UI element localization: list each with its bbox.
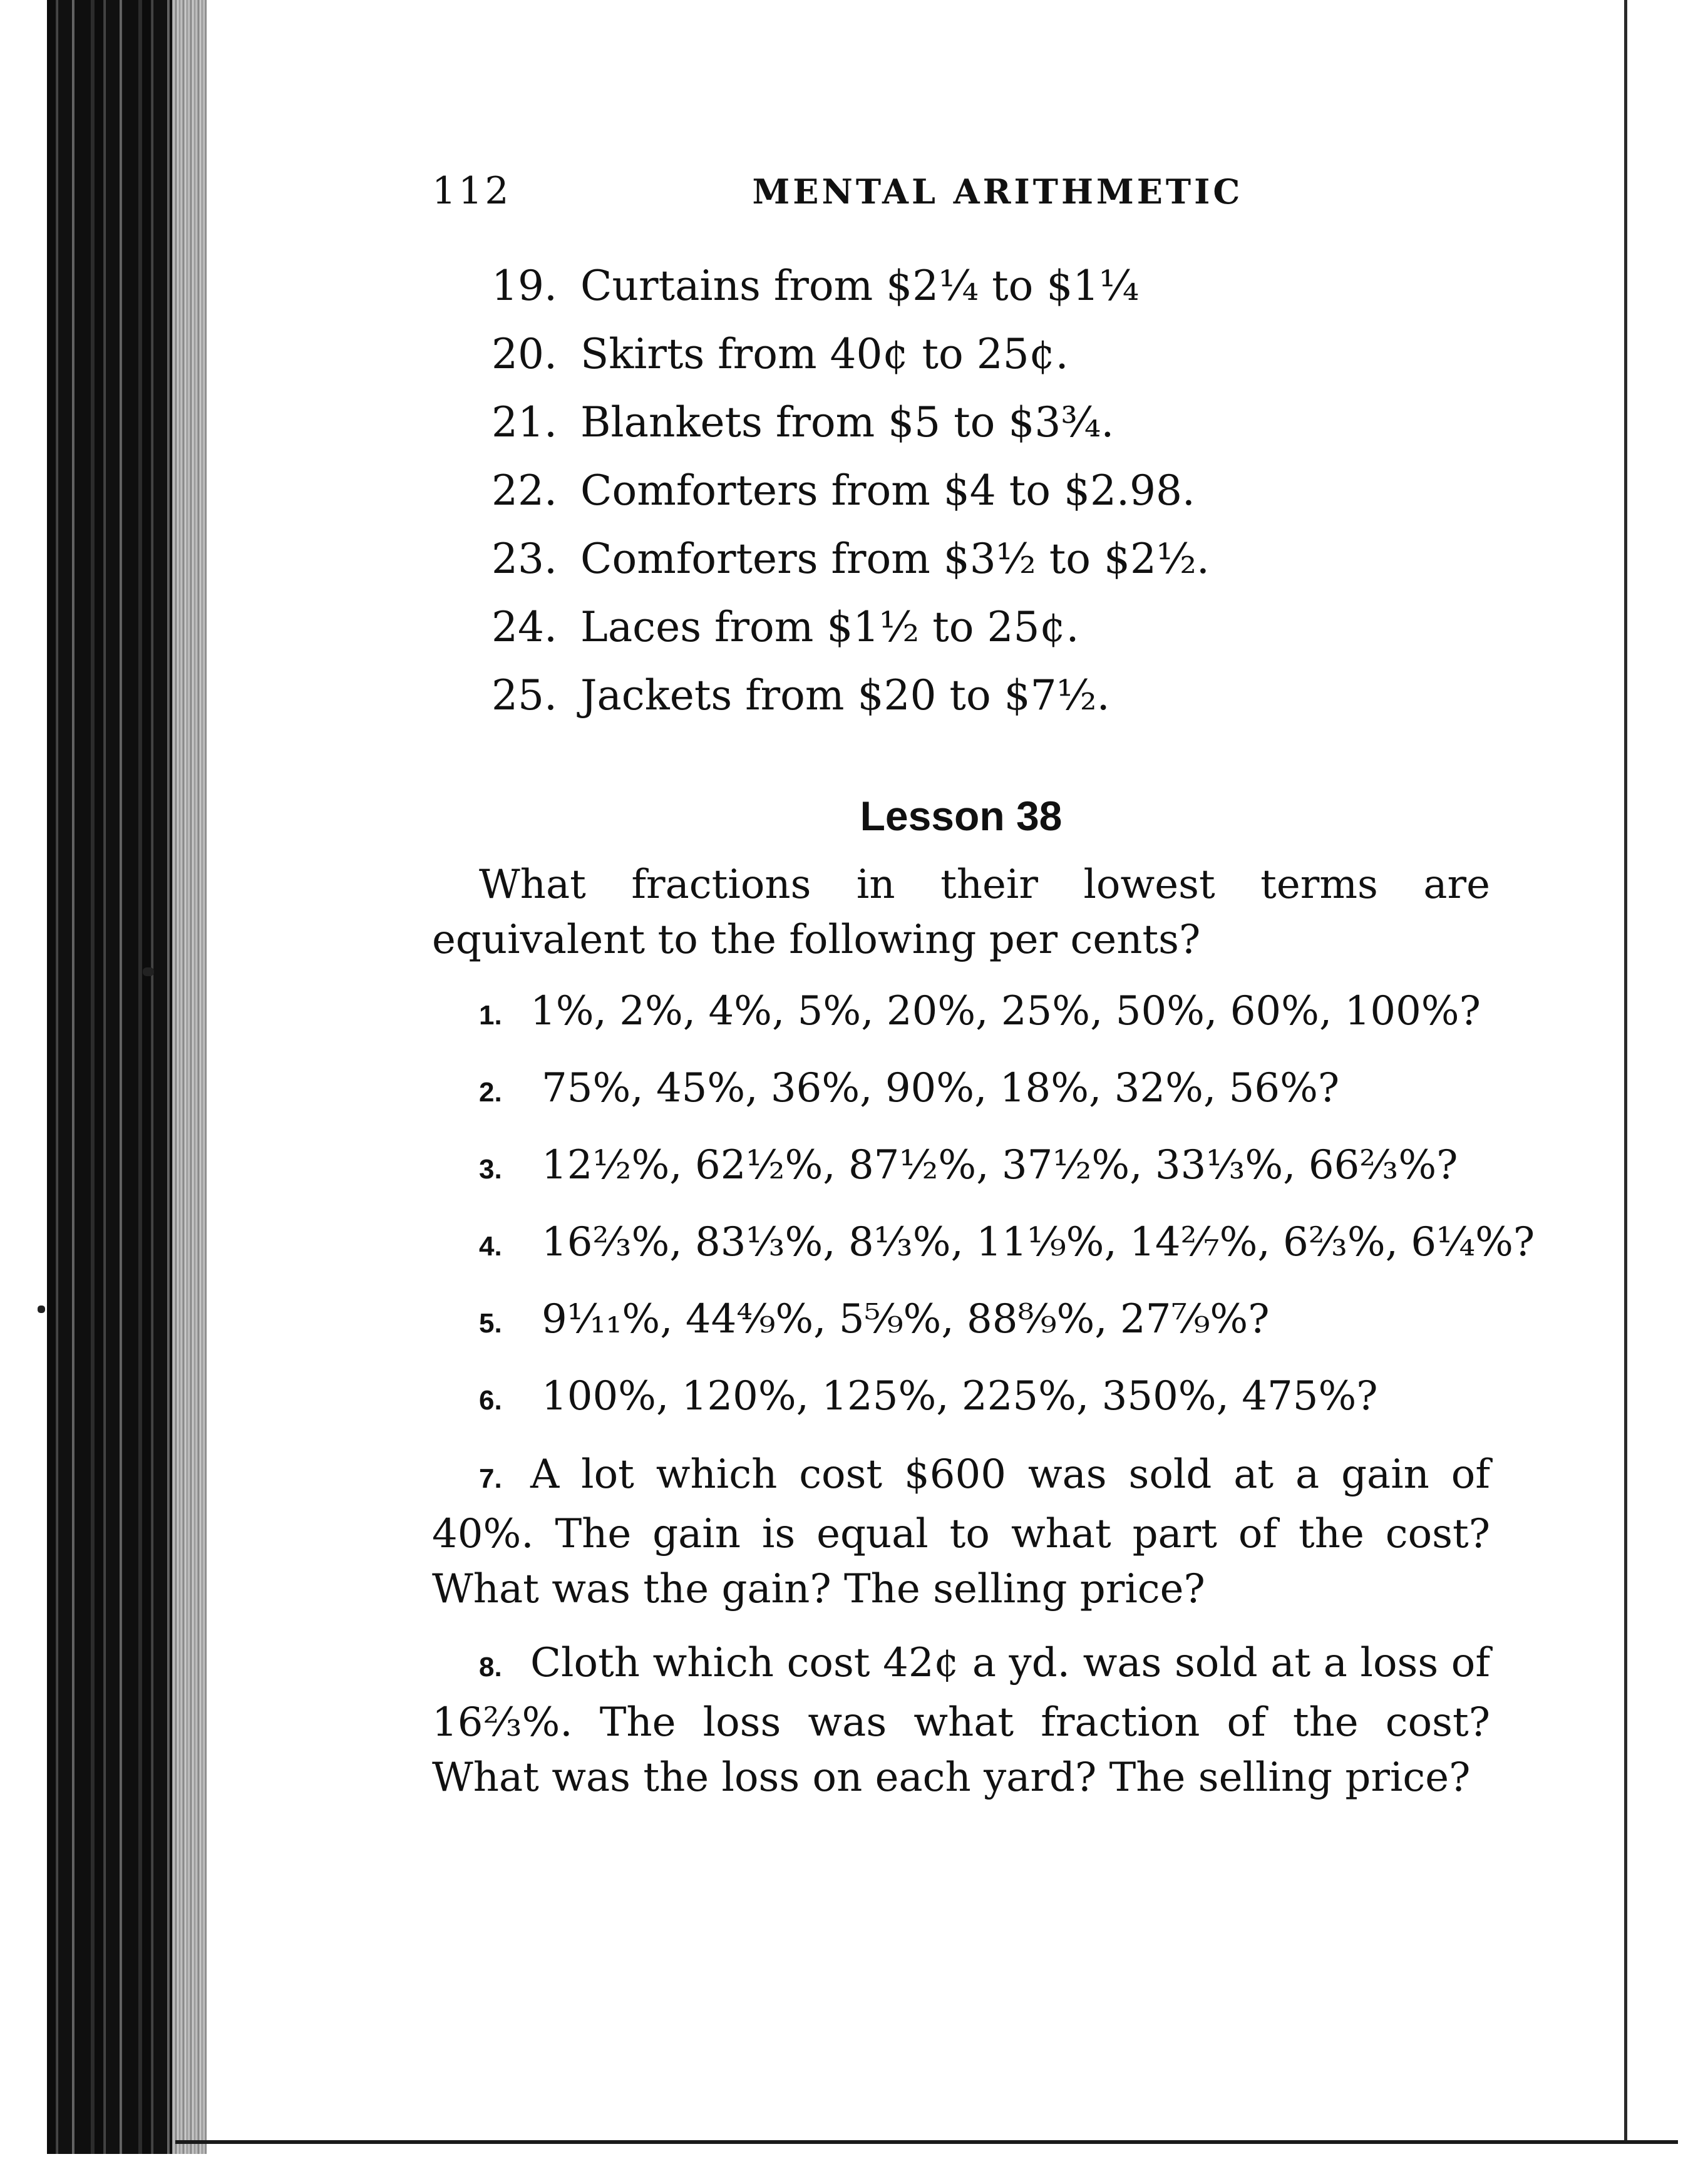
exercise-number: 4. bbox=[479, 1231, 502, 1262]
exercise-text: 100%, 120%, 125%, 225%, 350%, 475%? bbox=[542, 1373, 1378, 1419]
facing-page-edge bbox=[1624, 0, 1627, 2144]
price-change-list bbox=[491, 252, 1490, 729]
exercise-text: 9¹⁄₁₁%, 44⁴⁄₉%, 5⁵⁄₉%, 88⁸⁄₉%, 27⁷⁄₉%? bbox=[542, 1296, 1270, 1342]
exercise-text: 75%, 45%, 36%, 90%, 18%, 32%, 56%? bbox=[542, 1065, 1340, 1111]
exercise-text: 12½%, 62½%, 87½%, 37½%, 33⅓%, 66⅔%? bbox=[542, 1142, 1458, 1188]
margin-speck bbox=[38, 1306, 45, 1313]
lesson-title: Lesson 38 bbox=[860, 793, 1063, 839]
page-bottom-border bbox=[175, 2140, 1678, 2144]
exercise-item bbox=[432, 1635, 1490, 1805]
item-text: Skirts from 40¢ to 25¢. bbox=[580, 330, 1069, 378]
item-number: 23. bbox=[491, 535, 557, 583]
book-page bbox=[432, 169, 1535, 1805]
exercise-number: 1. bbox=[479, 1000, 502, 1031]
page-header bbox=[432, 169, 1490, 225]
item-text: Jackets from $20 to $7½. bbox=[580, 671, 1110, 719]
item-number: 20. bbox=[491, 330, 557, 378]
item-text: Curtains from $2¼ to $1¼ bbox=[580, 262, 1140, 310]
exercise-item bbox=[432, 1369, 1490, 1428]
list-item bbox=[491, 525, 1490, 593]
exercise-number: 5. bbox=[479, 1308, 502, 1339]
exercise-text: A lot which cost $600 was sold at a gain of 40%. The gain is equal to what part of the cost? What was the gain? The selling price? bbox=[432, 1451, 1490, 1612]
page-stack-edge bbox=[172, 0, 207, 2154]
list-item bbox=[491, 320, 1490, 388]
spine-shadow bbox=[47, 0, 172, 2154]
list-item bbox=[491, 252, 1490, 320]
item-text: Comforters from $4 to $2.98. bbox=[580, 466, 1195, 515]
exercise-number: 6. bbox=[479, 1385, 502, 1416]
list-item bbox=[491, 388, 1490, 456]
margin-speck bbox=[143, 967, 154, 976]
list-item bbox=[491, 661, 1490, 729]
running-head: MENTAL ARITHMETIC bbox=[752, 172, 1243, 212]
exercise-text: 1%, 2%, 4%, 5%, 20%, 25%, 50%, 60%, 100%? bbox=[530, 988, 1481, 1034]
lesson-intro: What fractions in their lowest terms are equivalent to the following per cents? bbox=[432, 862, 1490, 963]
exercise-item bbox=[432, 1061, 1490, 1120]
exercise-text: 16⅔%, 83⅓%, 8⅓%, 11⅑%, 14²⁄₇%, 6⅔%, 6¼%? bbox=[542, 1219, 1535, 1265]
item-number: 25. bbox=[491, 671, 557, 719]
item-number: 19. bbox=[491, 262, 557, 310]
exercise-item bbox=[432, 1292, 1490, 1351]
item-number: 21. bbox=[491, 398, 557, 446]
exercise-number: 7. bbox=[479, 1463, 502, 1494]
book-spine-edge bbox=[0, 0, 207, 2184]
exercise-item bbox=[432, 1215, 1535, 1274]
item-number: 22. bbox=[491, 466, 557, 515]
item-number: 24. bbox=[491, 603, 557, 651]
exercise-text: Cloth which cost 42¢ a yd. was sold at a loss of 16⅔%. The loss was what fraction of the cost? What was the loss on each yard? The selling price? bbox=[432, 1640, 1490, 1801]
page-number: 112 bbox=[432, 169, 512, 213]
exercise-number: 8. bbox=[479, 1652, 502, 1682]
exercise-number: 2. bbox=[479, 1077, 502, 1108]
item-text: Blankets from $5 to $3¾. bbox=[580, 398, 1114, 446]
exercise-item bbox=[432, 984, 1490, 1043]
list-item bbox=[491, 593, 1490, 661]
item-text: Comforters from $3½ to $2½. bbox=[580, 535, 1210, 583]
exercise-item bbox=[432, 1138, 1490, 1197]
exercise-item bbox=[432, 1447, 1490, 1617]
list-item bbox=[491, 456, 1490, 525]
exercise-number: 3. bbox=[479, 1154, 502, 1185]
item-text: Laces from $1½ to 25¢. bbox=[580, 603, 1079, 651]
